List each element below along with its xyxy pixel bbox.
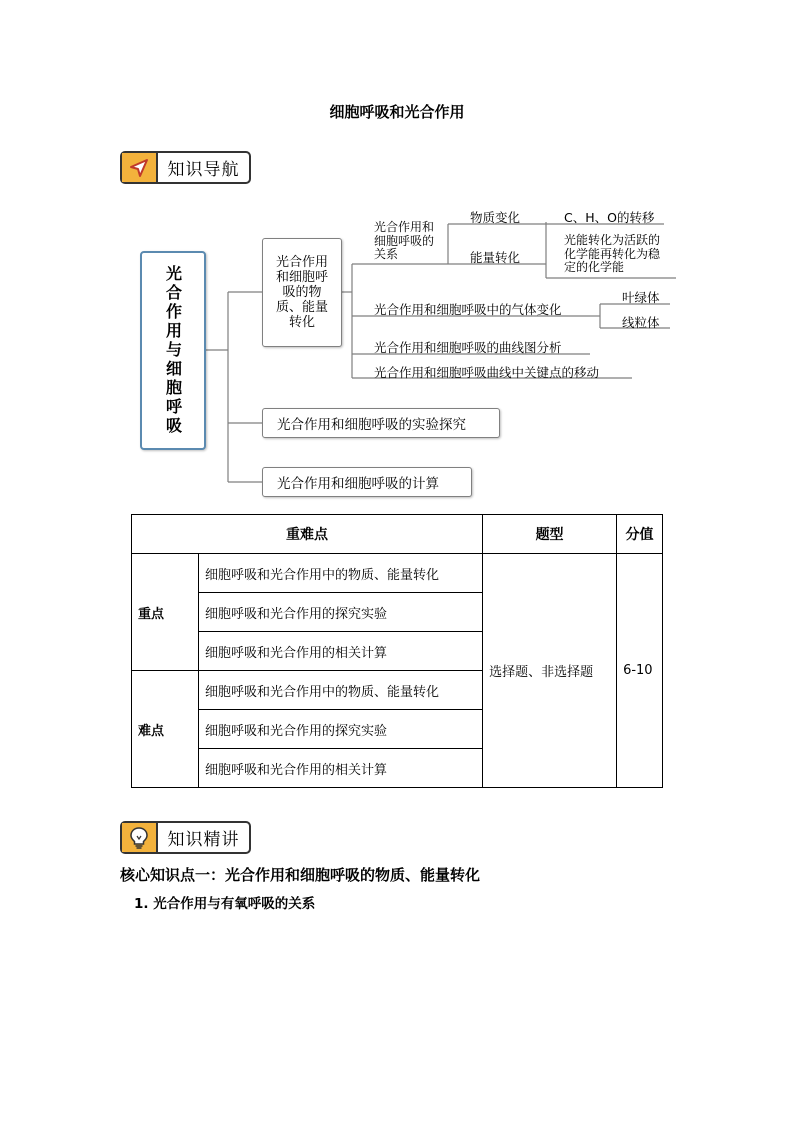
key-item-3: 细胞呼吸和光合作用的相关计算 [199, 632, 483, 671]
lightbulb-icon [122, 823, 158, 852]
mindmap-material-change: 物质变化 [470, 210, 521, 225]
table-header-row [132, 515, 663, 554]
group-key-cell: 重点 [132, 554, 199, 671]
header-key-difficult: 重难点 [132, 515, 483, 554]
mindmap-relation-node: 光合作用和细胞呼吸的关系 [374, 220, 435, 261]
core-point-heading: 核心知识点一：光合作用和细胞呼吸的物质、能量转化 [120, 866, 481, 884]
difficult-item-3: 细胞呼吸和光合作用的相关计算 [199, 749, 483, 788]
table-row [132, 554, 663, 593]
mindmap-mitochondria: 线粒体 [622, 315, 660, 330]
mindmap-energy-change: 能量转化 [470, 250, 521, 265]
score-cell: 6-10 [617, 554, 663, 788]
knowledge-detail-banner [120, 821, 251, 854]
group-difficult-cell: 难点 [132, 671, 199, 788]
difficult-item-1: 细胞呼吸和光合作用中的物质、能量转化 [199, 671, 483, 710]
mindmap-gas-change: 光合作用和细胞呼吸中的气体变化 [374, 302, 562, 317]
mindmap-material-detail: C、H、O的转移 [564, 210, 655, 225]
mindmap-energy-detail: 光能转化为活跃的化学能再转化为稳定的化学能 [564, 233, 661, 274]
mindmap-curve-analysis: 光合作用和细胞呼吸的曲线图分析 [374, 340, 562, 355]
branch1-label: 光合作用和细胞呼吸的物质、能量转化 [276, 255, 329, 330]
question-type-cell: 选择题、非选择题 [483, 554, 617, 788]
document-title: 细胞呼吸和光合作用 [329, 103, 465, 121]
mindmap-key-point-move: 光合作用和细胞呼吸曲线中关键点的移动 [374, 365, 600, 380]
mindmap-root: 光合作用与细胞呼吸 [140, 251, 206, 450]
key-item-2: 细胞呼吸和光合作用的探究实验 [199, 593, 483, 632]
mindmap-branch-experiment: 光合作用和细胞呼吸的实验探究 [262, 408, 500, 438]
key-points-table [131, 514, 663, 788]
knowledge-detail-label: 知识精讲 [167, 830, 240, 850]
mindmap-branch-material-energy [262, 238, 342, 347]
header-score: 分值 [617, 515, 663, 554]
mindmap-branch-calculation: 光合作用和细胞呼吸的计算 [262, 467, 472, 497]
knowledge-nav-label: 知识导航 [167, 160, 240, 180]
difficult-item-2: 细胞呼吸和光合作用的探究实验 [199, 710, 483, 749]
header-question-type: 题型 [483, 515, 617, 554]
subheading-relation: 1. 光合作用与有氧呼吸的关系 [134, 896, 316, 912]
key-item-1: 细胞呼吸和光合作用中的物质、能量转化 [199, 554, 483, 593]
mindmap-chloroplast: 叶绿体 [622, 290, 660, 305]
